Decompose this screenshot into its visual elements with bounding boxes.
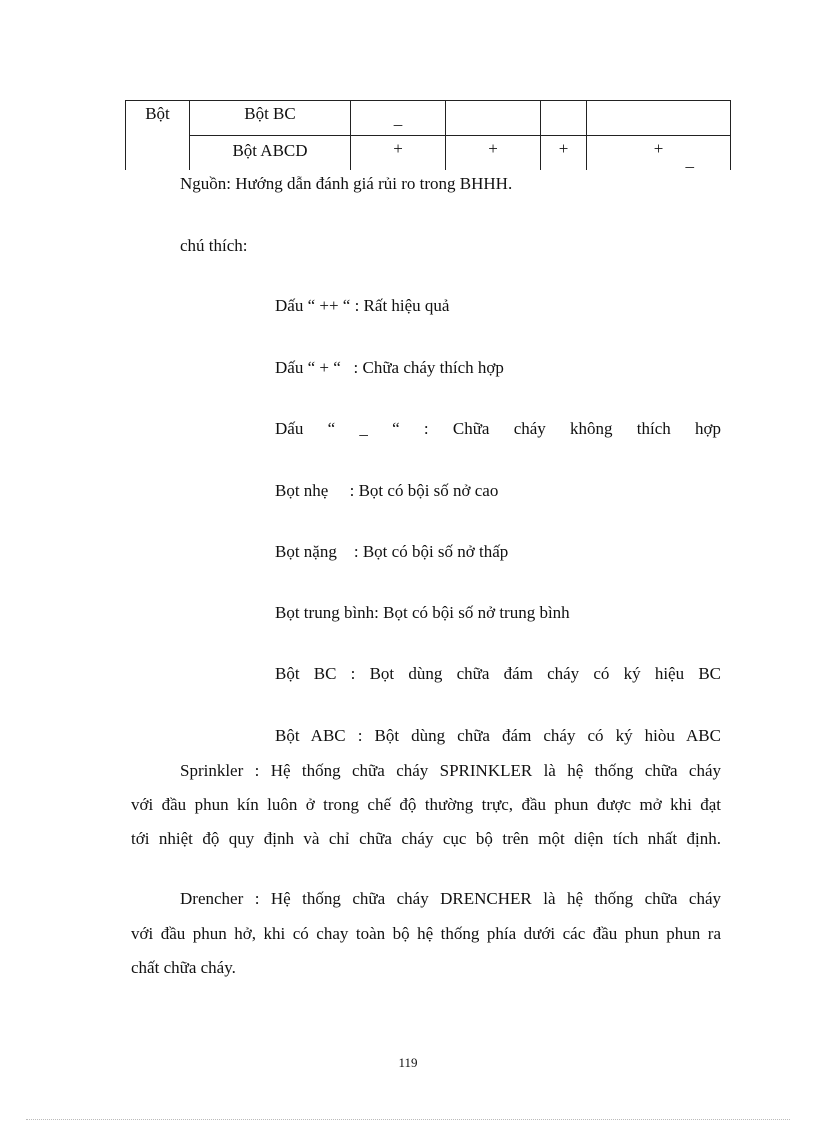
legend-plus: Dấu “ + “ : Chữa cháy thích hợp	[275, 358, 504, 377]
value-mark: _	[393, 109, 403, 128]
page-number: 119	[398, 1055, 418, 1070]
value-cell: +	[541, 136, 587, 171]
notes-heading: chú thích:	[180, 236, 248, 255]
value-cell	[541, 101, 587, 136]
value-cell: +	[446, 136, 541, 171]
value-cell: +	[351, 136, 446, 171]
sprinkler-line-3: tới nhiệt độ quy định và chỉ chữa cháy cục bộ trên một diện tích nhất định.	[131, 829, 721, 848]
drencher-line-1: Drencher : Hệ thống chữa cháy DRENCHER là hệ thống chữa cháy	[180, 889, 721, 908]
value-cell	[587, 101, 731, 136]
value-mark: +	[653, 139, 664, 158]
sprinkler-line-2: với đầu phun kín luôn ở trong chế độ thường trực, đầu phun được mở khi đạt	[131, 795, 721, 814]
legend-medium-foam: Bọt trung bình: Bọt có bội số nở trung bình	[275, 603, 570, 622]
value-mark-extra: _	[685, 151, 694, 170]
extinguisher-table	[125, 100, 731, 170]
source-note: Nguồn: Hướng dẫn đánh giá rủi ro trong BHHH.	[180, 174, 513, 193]
agent-name-cell: Bột BC	[190, 101, 351, 136]
value-cell	[351, 101, 446, 136]
value-cell	[587, 136, 731, 171]
table-row	[126, 136, 731, 171]
category-cell: Bột	[126, 101, 190, 171]
legend-double-plus: Dấu “ ++ “ : Rất hiệu quả	[275, 296, 450, 315]
legend-powder-abc: Bột ABC : Bột dùng chữa đám cháy có ký hiòu ABC	[275, 726, 721, 745]
legend-light-foam: Bọt nhẹ : Bọt có bội số nở cao	[275, 481, 499, 500]
legend-dash: Dấu “ _ “ : Chữa cháy không thích hợp	[275, 419, 721, 438]
table-row	[126, 101, 731, 136]
sprinkler-line-1: Sprinkler : Hệ thống chữa cháy SPRINKLER là hệ thống chữa cháy	[180, 761, 721, 780]
value-cell	[446, 101, 541, 136]
legend-heavy-foam: Bọt nặng : Bọt có bội số nở thấp	[275, 542, 509, 561]
legend-powder-bc: Bột BC : Bọt dùng chữa đám cháy có ký hiệu BC	[275, 664, 721, 683]
drencher-line-3: chất chữa cháy.	[131, 958, 236, 977]
page-bottom-rule	[26, 1119, 790, 1120]
drencher-line-2: với đầu phun hở, khi có chay toàn bộ hệ thống phía dưới các đầu phun phun ra	[131, 924, 721, 943]
agent-name-cell: Bột ABCD	[190, 136, 351, 171]
